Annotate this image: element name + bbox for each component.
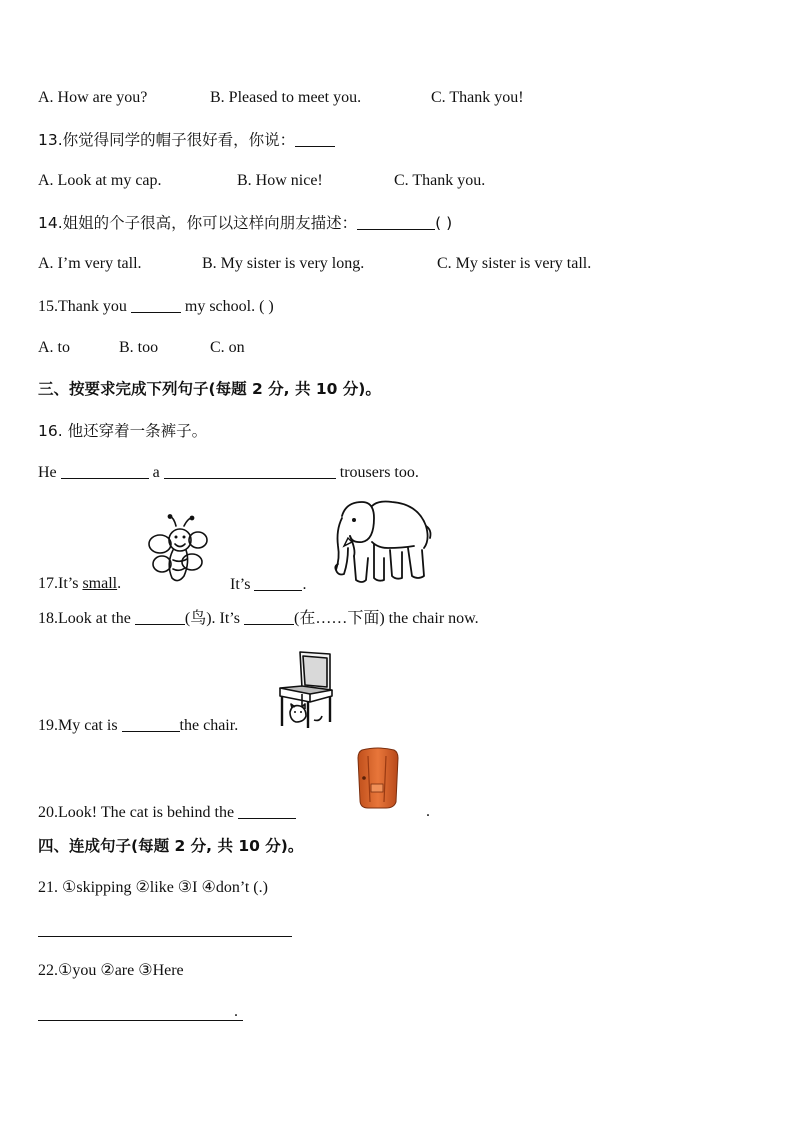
q12-options xyxy=(38,88,524,108)
q14-question xyxy=(38,213,452,233)
q19-answer-blank[interactable] xyxy=(122,715,180,732)
q22-answer-line[interactable] xyxy=(38,1020,243,1021)
q21-prompt: 21. ①skipping ②like ③I ④don’t (.) xyxy=(38,879,268,896)
q14-text: 14.姐姐的个子很高，你可以这样向朋友描述： xyxy=(38,214,358,232)
q17-underlined-word: small xyxy=(82,575,118,592)
q18-blank-2[interactable] xyxy=(244,608,294,625)
q13-option-c[interactable]: C. Thank you. xyxy=(394,172,486,189)
door-icon xyxy=(356,746,400,810)
q15-options xyxy=(38,338,245,358)
q18-pre: 18.Look at the xyxy=(38,610,135,627)
q22-end: . xyxy=(234,1003,238,1020)
q19-sentence xyxy=(38,715,238,736)
q15-question xyxy=(38,296,274,317)
q17-period: . xyxy=(117,575,122,592)
q20-end: . xyxy=(426,803,430,820)
section-4-title: 四、连成句子(每题 2 分, 共 10 分)。 xyxy=(38,837,304,855)
q13-option-a[interactable]: A. Look at my cap. xyxy=(38,172,162,189)
q15-answer-blank[interactable] xyxy=(131,296,181,313)
q14-paren: ( ) xyxy=(435,214,453,232)
q14-option-c[interactable]: C. My sister is very tall. xyxy=(437,255,592,272)
q14-option-b[interactable]: B. My sister is very long. xyxy=(202,255,365,272)
q21-answer-line[interactable] xyxy=(38,936,292,937)
elephant-icon xyxy=(332,496,434,588)
q17-sentence xyxy=(38,574,121,594)
q22-prompt: 22.①you ②are ③Here xyxy=(38,962,184,979)
q17-answer-blank[interactable] xyxy=(254,574,302,591)
chair-with-cat-icon xyxy=(278,650,334,730)
q14-option-a[interactable]: A. I’m very tall. xyxy=(38,255,142,272)
q14-options xyxy=(38,254,591,274)
q13-question xyxy=(38,130,335,150)
q16-mid: a xyxy=(148,464,164,481)
q12-option-a[interactable]: A. How are you? xyxy=(38,89,148,106)
q18-hint-2: (在……下面) the chair now. xyxy=(293,610,479,627)
q16-sentence xyxy=(38,462,419,483)
q13-option-b[interactable]: B. How nice! xyxy=(237,172,323,189)
section-3-title: 三、按要求完成下列句子(每题 2 分, 共 10 分)。 xyxy=(38,380,381,398)
q18-blank-1[interactable] xyxy=(135,608,185,625)
q17-second-pre: It’s xyxy=(230,576,255,593)
q14-answer-blank[interactable] xyxy=(357,213,435,230)
q13-answer-blank[interactable] xyxy=(295,130,335,147)
q16-blank-1[interactable] xyxy=(61,462,149,479)
q16-blank-2[interactable] xyxy=(164,462,336,479)
q18-sentence xyxy=(38,608,479,629)
q17-second-sentence xyxy=(230,574,306,595)
bee-icon xyxy=(146,514,208,586)
q17-pre: 17.It’s xyxy=(38,575,83,592)
q15-option-b[interactable]: B. too xyxy=(119,339,159,356)
q12-option-b[interactable]: B. Pleased to meet you. xyxy=(210,89,362,106)
q15-option-a[interactable]: A. to xyxy=(38,339,70,356)
q15-option-c[interactable]: C. on xyxy=(210,339,245,356)
q12-option-c[interactable]: C. Thank you! xyxy=(431,89,524,106)
q16-chinese: 16. 他还穿着一条裤子。 xyxy=(38,422,208,440)
q13-text: 13.你觉得同学的帽子很好看，你说： xyxy=(38,131,296,149)
q17-second-end: . xyxy=(302,576,307,593)
q15-pre: 15.Thank you xyxy=(38,298,131,315)
q20-pre: 20.Look! The cat is behind the xyxy=(38,804,239,821)
q16-pre: He xyxy=(38,464,61,481)
q19-post: the chair. xyxy=(179,717,239,734)
q18-hint-1: (鸟). It’s xyxy=(184,610,244,627)
q19-pre: 19.My cat is xyxy=(38,717,122,734)
q15-post: my school. ( ) xyxy=(180,298,274,315)
q20-sentence xyxy=(38,802,296,823)
q20-answer-blank[interactable] xyxy=(238,802,296,819)
q16-post: trousers too. xyxy=(335,464,419,481)
q13-options xyxy=(38,171,485,191)
